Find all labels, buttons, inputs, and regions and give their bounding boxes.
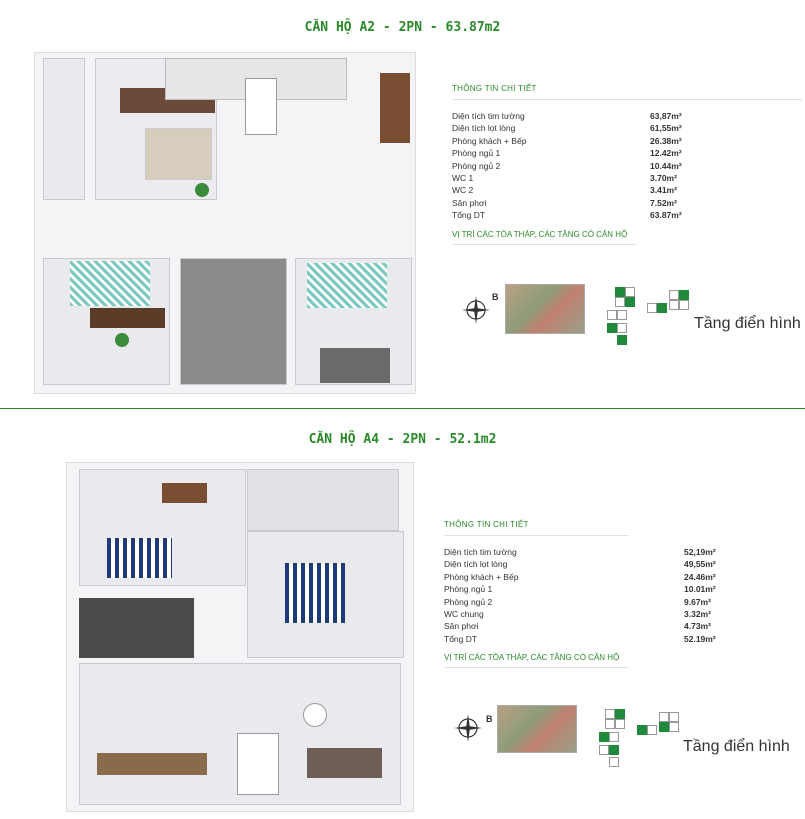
bedroom-1-bed <box>107 538 172 578</box>
info-heading: THÔNG TIN CHI TIẾT <box>444 520 629 536</box>
unit-cell <box>599 745 609 755</box>
bedroom-2-bed <box>307 263 387 308</box>
unit-a2-info <box>452 84 802 245</box>
info-row: WC chung 3.32m² <box>444 609 711 620</box>
typical-floor-diagram <box>605 285 695 350</box>
unit-cell <box>669 722 679 732</box>
kitchen-counter <box>97 753 207 775</box>
info-table <box>452 110 802 222</box>
laundry-area <box>247 469 399 531</box>
unit-cell <box>647 303 657 313</box>
wardrobe <box>380 73 410 143</box>
location-heading: VỊ TRÍ CÁC TÒA THÁP, CÁC TẦNG CÓ CĂN HỘ <box>452 230 637 245</box>
plant-icon <box>115 333 129 347</box>
info-row: Phòng ngủ 1 12.42m² <box>452 148 682 159</box>
info-table <box>444 546 744 645</box>
unit-cell <box>659 712 669 722</box>
unit-cell <box>605 719 615 729</box>
bedroom-1-floor <box>90 308 165 328</box>
typical-floor-diagram <box>597 707 687 772</box>
unit-cell <box>617 323 627 333</box>
info-row: Diện tích lọt lòng 49,55m² <box>444 559 716 570</box>
unit-a4-floor-plan <box>66 462 414 812</box>
info-row: Phòng ngủ 1 10.01m² <box>444 584 716 595</box>
laundry-area <box>320 348 390 383</box>
unit-cell <box>625 287 635 297</box>
unit-cell <box>669 290 679 300</box>
info-row: Diện tích tim tường 52,19m² <box>444 547 716 557</box>
sofa <box>307 748 382 778</box>
aerial-site-image <box>497 705 577 753</box>
location-heading: VỊ TRÍ CÁC TÒA THÁP, CÁC TẦNG CÓ CĂN HỘ <box>444 653 629 668</box>
highlighted-unit-cell <box>609 745 619 755</box>
unit-cell <box>607 310 617 320</box>
bedroom-2-bed <box>285 563 345 623</box>
bedroom-1-bed <box>70 261 150 306</box>
unit-cell <box>609 732 619 742</box>
info-row: Diện tích tim tường 63,87m² <box>452 111 682 121</box>
compass-icon <box>452 710 488 746</box>
unit-cell <box>615 297 625 307</box>
typical-floor-label: Tầng điển hình <box>683 738 790 755</box>
unit-cell <box>679 300 689 310</box>
info-row: WC 1 3.70m² <box>452 173 677 184</box>
info-row: Phòng khách + Bếp 26.38m² <box>452 135 682 146</box>
unit-cell <box>615 719 625 729</box>
highlighted-unit-cell <box>637 725 647 735</box>
info-row: Sân phơi 7.52m² <box>452 197 677 208</box>
balcony-area <box>43 58 85 200</box>
compass-icon <box>460 292 496 328</box>
compass-letter: B <box>492 292 499 302</box>
info-heading: THÔNG TIN CHI TIẾT <box>452 84 802 100</box>
info-row: Tổng DT 63.87m² <box>452 210 682 221</box>
dining-table <box>237 733 279 795</box>
desk <box>162 483 207 503</box>
aerial-site-image <box>505 284 585 334</box>
section-divider <box>0 408 805 409</box>
info-row: Diện tích lọt lòng 61,55m² <box>452 123 682 134</box>
info-row: Phòng ngủ 2 10.44m² <box>452 160 682 171</box>
highlighted-unit-cell <box>607 323 617 333</box>
highlighted-unit-cell <box>679 290 689 300</box>
unit-cell <box>609 757 619 767</box>
info-row: Sân phơi 4.73m² <box>444 621 711 632</box>
unit-a2-floor-plan <box>34 52 416 394</box>
info-row: Tổng DT 52.19m² <box>444 633 716 644</box>
unit-cell <box>605 709 615 719</box>
wc-common <box>79 598 194 658</box>
unit-cell <box>669 300 679 310</box>
highlighted-unit-cell <box>615 709 625 719</box>
unit-a4-info <box>444 520 802 668</box>
highlighted-unit-cell <box>659 722 669 732</box>
highlighted-unit-cell <box>599 732 609 742</box>
unit-a4-title: CĂN HỘ A4 - 2PN - 52.1m2 <box>308 432 497 447</box>
compass-letter: B <box>486 714 493 724</box>
highlighted-unit-cell <box>617 335 627 345</box>
highlighted-unit-cell <box>625 297 635 307</box>
highlighted-unit-cell <box>615 287 625 297</box>
unit-cell <box>647 725 657 735</box>
bathrooms <box>180 258 287 385</box>
unit-a2-title: CĂN HỘ A2 - 2PN - 63.87m2 <box>304 20 501 35</box>
unit-cell <box>617 310 627 320</box>
rug <box>145 128 212 180</box>
plant-icon <box>195 183 209 197</box>
info-row: Phòng khách + Bếp 24.46m² <box>444 571 716 582</box>
unit-cell <box>669 712 679 722</box>
highlighted-unit-cell <box>657 303 667 313</box>
dining-table <box>245 78 277 135</box>
info-row: Phòng ngủ 2 9.67m² <box>444 596 711 607</box>
info-row: WC 2 3.41m² <box>452 185 677 196</box>
coffee-table <box>303 703 327 727</box>
typical-floor-label: Tầng điển hình <box>694 315 801 332</box>
